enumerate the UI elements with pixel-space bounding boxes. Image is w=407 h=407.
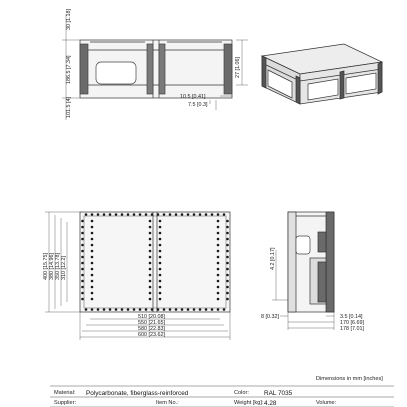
screw-dot [151, 308, 154, 311]
screw-dot [157, 308, 160, 311]
screw-dot [149, 250, 152, 253]
front-elevation-view [80, 40, 232, 98]
material-label: Material: [54, 390, 76, 396]
screw-dot [217, 256, 220, 259]
screw-dot [149, 274, 152, 277]
screw-dot [91, 280, 94, 283]
screw-dot [157, 213, 160, 216]
screw-dot [133, 308, 136, 311]
screw-dot [159, 250, 162, 253]
screw-dot [145, 213, 148, 216]
screw-dot [159, 298, 162, 301]
screw-dot [226, 274, 229, 277]
screw-dot [163, 308, 166, 311]
dim-height-main: 186.5 [7.34] [66, 55, 72, 84]
screw-dot [149, 256, 152, 259]
screw-dot [91, 213, 94, 216]
screw-dot [223, 308, 226, 311]
dim-w-580: 580 [22.83] [138, 326, 165, 332]
dim-w-550: 550 [21.65] [138, 320, 165, 326]
screw-dot [149, 262, 152, 265]
screw-dot [91, 238, 94, 241]
screw-dot [217, 250, 220, 253]
screw-dot [226, 244, 229, 247]
screw-dot [145, 308, 148, 311]
screw-dot [97, 213, 100, 216]
screw-dot [175, 308, 178, 311]
screw-dot [149, 280, 152, 283]
screw-dot [127, 213, 130, 216]
screw-dot [149, 232, 152, 235]
screw-dot [226, 262, 229, 265]
screw-dot [159, 292, 162, 295]
screw-dot [139, 213, 142, 216]
screw-dot [91, 226, 94, 229]
screw-dot [226, 226, 229, 229]
side-view [288, 212, 334, 312]
screw-dot [217, 226, 220, 229]
screw-dot [149, 226, 152, 229]
weight-label: Weight [kg]: [234, 400, 264, 406]
screw-dot [181, 308, 184, 311]
screw-dot [217, 244, 220, 247]
screw-dot [217, 238, 220, 241]
dim-vert-42: 4.2 [0.17] [270, 247, 276, 270]
screw-dot [217, 262, 220, 265]
plan-view [80, 212, 230, 312]
dim-d-35: 3.5 [0.14] [340, 314, 363, 320]
dim-left-8: 8 [0.32] [261, 314, 279, 320]
screw-dot [205, 308, 208, 311]
screw-dot [81, 292, 84, 295]
dim-w-510: 510 [20.08] [138, 314, 165, 320]
dim-d-170: 170 [6.69] [340, 320, 364, 326]
screw-dot [226, 250, 229, 253]
screw-dot [159, 286, 162, 289]
color-label: Color: [234, 390, 249, 396]
dim-w-600: 600 [23.62] [138, 332, 165, 338]
screw-dot [187, 213, 190, 216]
screw-dot [149, 298, 152, 301]
screw-dot [175, 213, 178, 216]
screw-dot [181, 213, 184, 216]
screw-dot [211, 308, 214, 311]
color-value: RAL 7035 [264, 390, 293, 397]
dim-h-380: 380 [14.96] [49, 253, 55, 280]
screw-dot [211, 213, 214, 216]
screw-dot [91, 262, 94, 265]
dim-h-310: 310 [12.2] [61, 256, 67, 280]
screw-dot [97, 308, 100, 311]
screw-dot [81, 286, 84, 289]
dim-lid-height: 27 [1.06] [235, 57, 241, 78]
screw-dot [109, 213, 112, 216]
screw-dot [217, 232, 220, 235]
screw-dot [81, 238, 84, 241]
screw-dot [85, 213, 88, 216]
screw-dot [91, 292, 94, 295]
dim-height-top: 30 [1.18] [66, 9, 72, 30]
screw-dot [81, 268, 84, 271]
screw-dot [169, 308, 172, 311]
screw-dot [217, 220, 220, 223]
screw-dot [81, 280, 84, 283]
screw-dot [149, 292, 152, 295]
dim-h-400: 400 [15.75] [43, 253, 49, 280]
screw-dot [81, 274, 84, 277]
dim-offset-a: 10.5 [0.41] [180, 94, 206, 100]
screw-dot [91, 244, 94, 247]
screw-dot [159, 280, 162, 283]
screw-dot [159, 226, 162, 229]
screw-dot [217, 213, 220, 216]
screw-dot [103, 213, 106, 216]
screw-dot [91, 268, 94, 271]
screw-dot [91, 298, 94, 301]
dim-h-350: 350 [13.78] [55, 253, 61, 280]
dim-height-base: 101.5 [4] [66, 97, 72, 118]
dim-d-178: 178 [7.01] [340, 326, 364, 332]
screw-dot [127, 308, 130, 311]
screw-dot [226, 292, 229, 295]
screw-dot [149, 238, 152, 241]
screw-dot [223, 213, 226, 216]
screw-dot [193, 213, 196, 216]
screw-dot [226, 280, 229, 283]
weight-value: 4.28 [264, 400, 277, 407]
units-note: Dimensions in mm [inches] [316, 376, 383, 382]
isometric-view [262, 44, 382, 104]
screw-dot [159, 232, 162, 235]
screw-dot [139, 308, 142, 311]
screw-dot [205, 213, 208, 216]
screw-dot [81, 256, 84, 259]
screw-dot [81, 232, 84, 235]
screw-dot [217, 292, 220, 295]
screw-dot [91, 220, 94, 223]
screw-dot [151, 213, 154, 216]
screw-dot [217, 298, 220, 301]
screw-dot [115, 213, 118, 216]
screw-dot [217, 268, 220, 271]
screw-dot [159, 220, 162, 223]
screw-dot [217, 274, 220, 277]
screw-dot [187, 308, 190, 311]
screw-dot [217, 286, 220, 289]
screw-dot [91, 250, 94, 253]
material-value: Polycarbonate, fiberglass-reinforced [86, 390, 189, 397]
screw-dot [149, 268, 152, 271]
screw-dot [159, 256, 162, 259]
screw-dot [169, 213, 172, 216]
screw-dot [91, 308, 94, 311]
screw-dot [81, 244, 84, 247]
screw-dot [91, 232, 94, 235]
screw-dot [91, 286, 94, 289]
screw-dot [199, 308, 202, 311]
supplier-label: Supplier: [54, 400, 77, 406]
screw-dot [81, 298, 84, 301]
volume-label: Volume: [316, 400, 337, 406]
screw-dot [226, 286, 229, 289]
screw-dot [226, 232, 229, 235]
screw-dot [226, 268, 229, 271]
screw-dot [81, 262, 84, 265]
screw-dot [217, 280, 220, 283]
screw-dot [226, 220, 229, 223]
screw-dot [217, 308, 220, 311]
dim-offset-b: 7.5 [0.3] [188, 102, 208, 108]
screw-dot [121, 213, 124, 216]
screw-dot [159, 238, 162, 241]
screw-dot [163, 213, 166, 216]
screw-dot [226, 298, 229, 301]
screw-dot [159, 262, 162, 265]
screw-dot [109, 308, 112, 311]
screw-dot [81, 220, 84, 223]
screw-dot [159, 274, 162, 277]
screw-dot [193, 308, 196, 311]
screw-dot [115, 308, 118, 311]
screw-dot [91, 274, 94, 277]
screw-dot [121, 308, 124, 311]
screw-dot [199, 213, 202, 216]
screw-dot [149, 286, 152, 289]
screw-dot [103, 308, 106, 311]
screw-dot [149, 220, 152, 223]
screw-dot [159, 268, 162, 271]
screw-dot [226, 238, 229, 241]
screw-dot [149, 244, 152, 247]
screw-dot [133, 213, 136, 216]
screw-dot [91, 256, 94, 259]
screw-dot [226, 256, 229, 259]
screw-dot [159, 244, 162, 247]
itemno-label: Item No.: [156, 400, 179, 406]
screw-dot [85, 308, 88, 311]
screw-dot [81, 226, 84, 229]
screw-dot [81, 250, 84, 253]
